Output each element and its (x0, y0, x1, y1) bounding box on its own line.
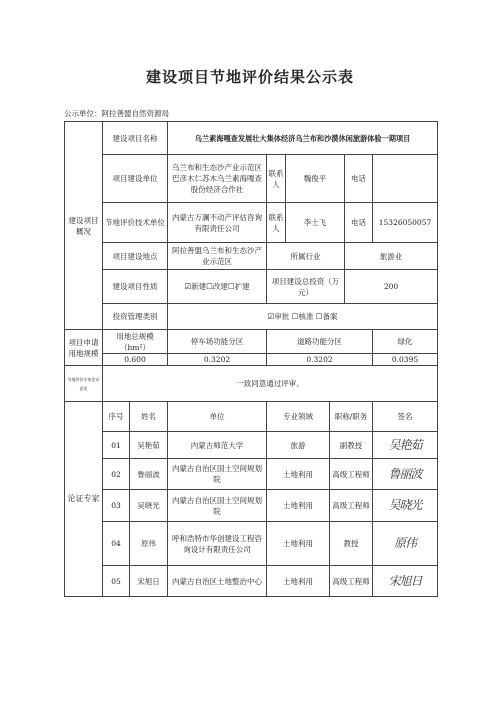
header-field: 专业领域 (267, 402, 330, 432)
expert-title: 教授 (330, 522, 373, 566)
expert-unit: 呼和浩特市华创建设工程咨询设计有限责任公司 (168, 522, 267, 566)
header-unit: 单位 (168, 402, 267, 432)
expert-no: 05 (103, 566, 130, 597)
construction-unit: 乌兰布和生态沙产业示范区巴彦木仁苏木乌兰素海嘎查股份经济合作社 (168, 155, 267, 203)
zone-value-green: 0.0395 (373, 354, 438, 366)
overview-section-label: 建设项目概况 (65, 122, 103, 330)
header-name: 姓名 (130, 402, 168, 432)
expert-signature: 吴艳茹 (373, 432, 438, 459)
expert-name: 原伟 (130, 522, 168, 566)
nature-checkboxes: ☑新建☐改建☐扩建 (168, 270, 267, 304)
expert-field: 土地利用 (267, 566, 330, 597)
tech-phone: 15326050057 (373, 203, 438, 243)
zone-label-parking: 停车场功能分区 (168, 330, 267, 354)
publish-unit: 公示单位：阿拉善盟自然资源局 (64, 109, 169, 118)
location: 阿拉善盟乌兰布和生态沙产业示范区 (168, 243, 267, 270)
expert-title: 副教授 (330, 432, 373, 459)
zone-value-parking: 0.3202 (168, 354, 267, 366)
opinion-text: 一致同意通过评审。 (103, 366, 438, 402)
expert-name: 吴晓光 (130, 490, 168, 522)
expert-name: 鲁丽波 (130, 459, 168, 490)
project-name-label: 建设项目名称 (103, 122, 168, 155)
expert-name: 吴艳茹 (130, 432, 168, 459)
expert-no: 02 (103, 459, 130, 490)
industry-label: 所属行业 (267, 243, 345, 270)
zone-label-green: 绿化 (373, 330, 438, 354)
expert-unit: 内蒙古师范大学 (168, 432, 267, 459)
expert-field: 旅游 (267, 432, 330, 459)
expert-signature: 吴晓光 (373, 490, 438, 522)
result-table (64, 121, 438, 597)
expert-unit: 内蒙古自治区国土空间规划院 (168, 490, 267, 522)
tech-unit-label: 节地评价技术单位 (103, 203, 168, 243)
location-label: 项目建设地点 (103, 243, 168, 270)
tech-contact-label: 联系人 (267, 203, 286, 243)
expert-signature: 鲁丽波 (373, 459, 438, 490)
opinion-label: 节地评价专家论证意见 (65, 366, 103, 402)
construction-phone-label: 电话 (345, 155, 373, 203)
expert-unit: 内蒙古自治区土地整治中心 (168, 566, 267, 597)
expert-title: 高级工程师 (330, 459, 373, 490)
management-label: 投资管理类别 (103, 304, 168, 330)
construction-contact-label: 联系人 (267, 155, 286, 203)
expert-name: 宋旭日 (130, 566, 168, 597)
construction-contact: 魏俊平 (286, 155, 345, 203)
tech-contact: 李士飞 (286, 203, 345, 243)
land-total: 0.600 (103, 354, 168, 366)
tech-unit: 内蒙古万澜不动产评估咨询有限责任公司 (168, 203, 267, 243)
management-checkboxes: ☑审批 ☐核准 ☐备案 (168, 304, 438, 330)
expert-field: 土地利用 (267, 522, 330, 566)
expert-title: 高级工程师 (330, 490, 373, 522)
expert-title: 高级工程师 (330, 566, 373, 597)
expert-no: 04 (103, 522, 130, 566)
expert-field: 土地利用 (267, 490, 330, 522)
investment: 200 (345, 270, 438, 304)
land-total-label: 用地总规模（hm²） (103, 330, 168, 354)
construction-unit-label: 项目建设单位 (103, 155, 168, 203)
industry: 旅游业 (345, 243, 438, 270)
zone-label-road: 道路功能分区 (267, 330, 373, 354)
land-section-label: 项目申请用地规模 (65, 330, 103, 366)
header-no: 序号 (103, 402, 130, 432)
investment-label: 项目建设总投资（万元） (267, 270, 345, 304)
expert-signature: 宋旭日 (373, 566, 438, 597)
tech-phone-label: 电话 (345, 203, 373, 243)
expert-unit: 内蒙古自治区国土空间规划院 (168, 459, 267, 490)
expert-signature: 原伟 (373, 522, 438, 566)
experts-section-label: 论证专家 (65, 402, 103, 597)
construction-phone (373, 155, 438, 203)
project-name: 乌兰素海嘎查发展壮大集体经济乌兰布和沙漠休闲旅游体验一期项目 (168, 122, 438, 155)
header-signature: 签名 (373, 402, 438, 432)
zone-value-road: 0.3202 (267, 354, 373, 366)
expert-no: 01 (103, 432, 130, 459)
expert-field: 土地利用 (267, 459, 330, 490)
header-title: 职称/职务 (330, 402, 373, 432)
nature-label: 建设项目性质 (103, 270, 168, 304)
page-title: 建设项目节地评价结果公示表 (145, 68, 354, 86)
expert-no: 03 (103, 490, 130, 522)
